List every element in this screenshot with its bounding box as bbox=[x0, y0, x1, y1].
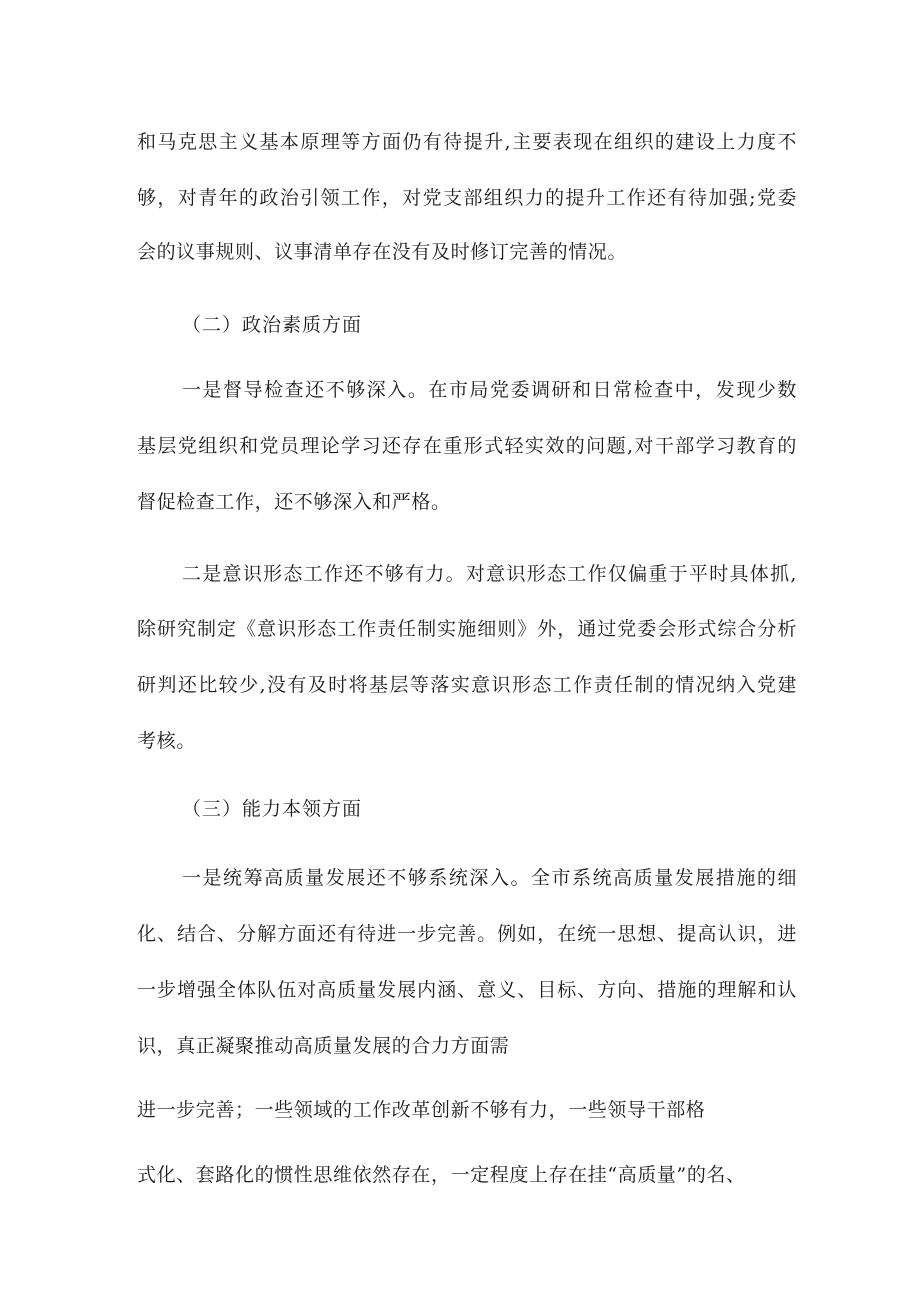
paragraph-line: 考核。 bbox=[137, 730, 196, 752]
paragraph-line: 化、结合、分解方面还有待进一步完善。例如，在统一思想、提高认识，进 bbox=[137, 923, 797, 945]
paragraph-line: 研判还比较少,没有及时将基层等落实意识形态工作责任制的情况纳入党建 bbox=[137, 674, 797, 696]
paragraph-line: 一步增强全体队伍对高质量发展内涵、意义、目标、方向、措施的理解和认 bbox=[137, 979, 797, 1001]
paragraph-line: 一是督导检查还不够深入。在市局党委调研和日常检查中，发现少数 bbox=[182, 379, 797, 401]
paragraph-line: 一是统筹高质量发展还不够系统深入。全市系统高质量发展措施的细 bbox=[182, 867, 797, 889]
paragraph-line: 二是意识形态工作还不够有力。对意识形态工作仅偏重于平时具体抓, bbox=[182, 563, 797, 585]
paragraph-line: 督促检查工作，还不够深入和严格。 bbox=[137, 491, 451, 513]
paragraph-line: 除研究制定《意识形态工作责任制实施细则》外，通过党委会形式综合分析 bbox=[137, 618, 797, 640]
paragraph-line: 够，对青年的政治引领工作，对党支部组织力的提升工作还有待加强;党委 bbox=[137, 187, 797, 209]
section-heading-capability: （三）能力本领方面 bbox=[182, 798, 363, 820]
paragraph-line: 基层党组织和党员理论学习还存在重形式轻实效的问题,对干部学习教育的 bbox=[137, 435, 797, 457]
paragraph-line: 式化、套路化的惯性思维依然存在，一定程度上存在挂“高质量”的名、 bbox=[137, 1164, 746, 1186]
paragraph-line: 会的议事规则、议事清单存在没有及时修订完善的情况。 bbox=[137, 241, 628, 263]
paragraph-line: 进一步完善；一些领域的工作改革创新不够有力，一些领导干部格 bbox=[137, 1099, 706, 1121]
section-heading-political: （二）政治素质方面 bbox=[182, 314, 363, 336]
paragraph-line: 和马克思主义基本原理等方面仍有待提升,主要表现在组织的建设上力度不 bbox=[137, 131, 797, 153]
paragraph-line: 识，真正凝聚推动高质量发展的合力方面需 bbox=[137, 1035, 510, 1057]
